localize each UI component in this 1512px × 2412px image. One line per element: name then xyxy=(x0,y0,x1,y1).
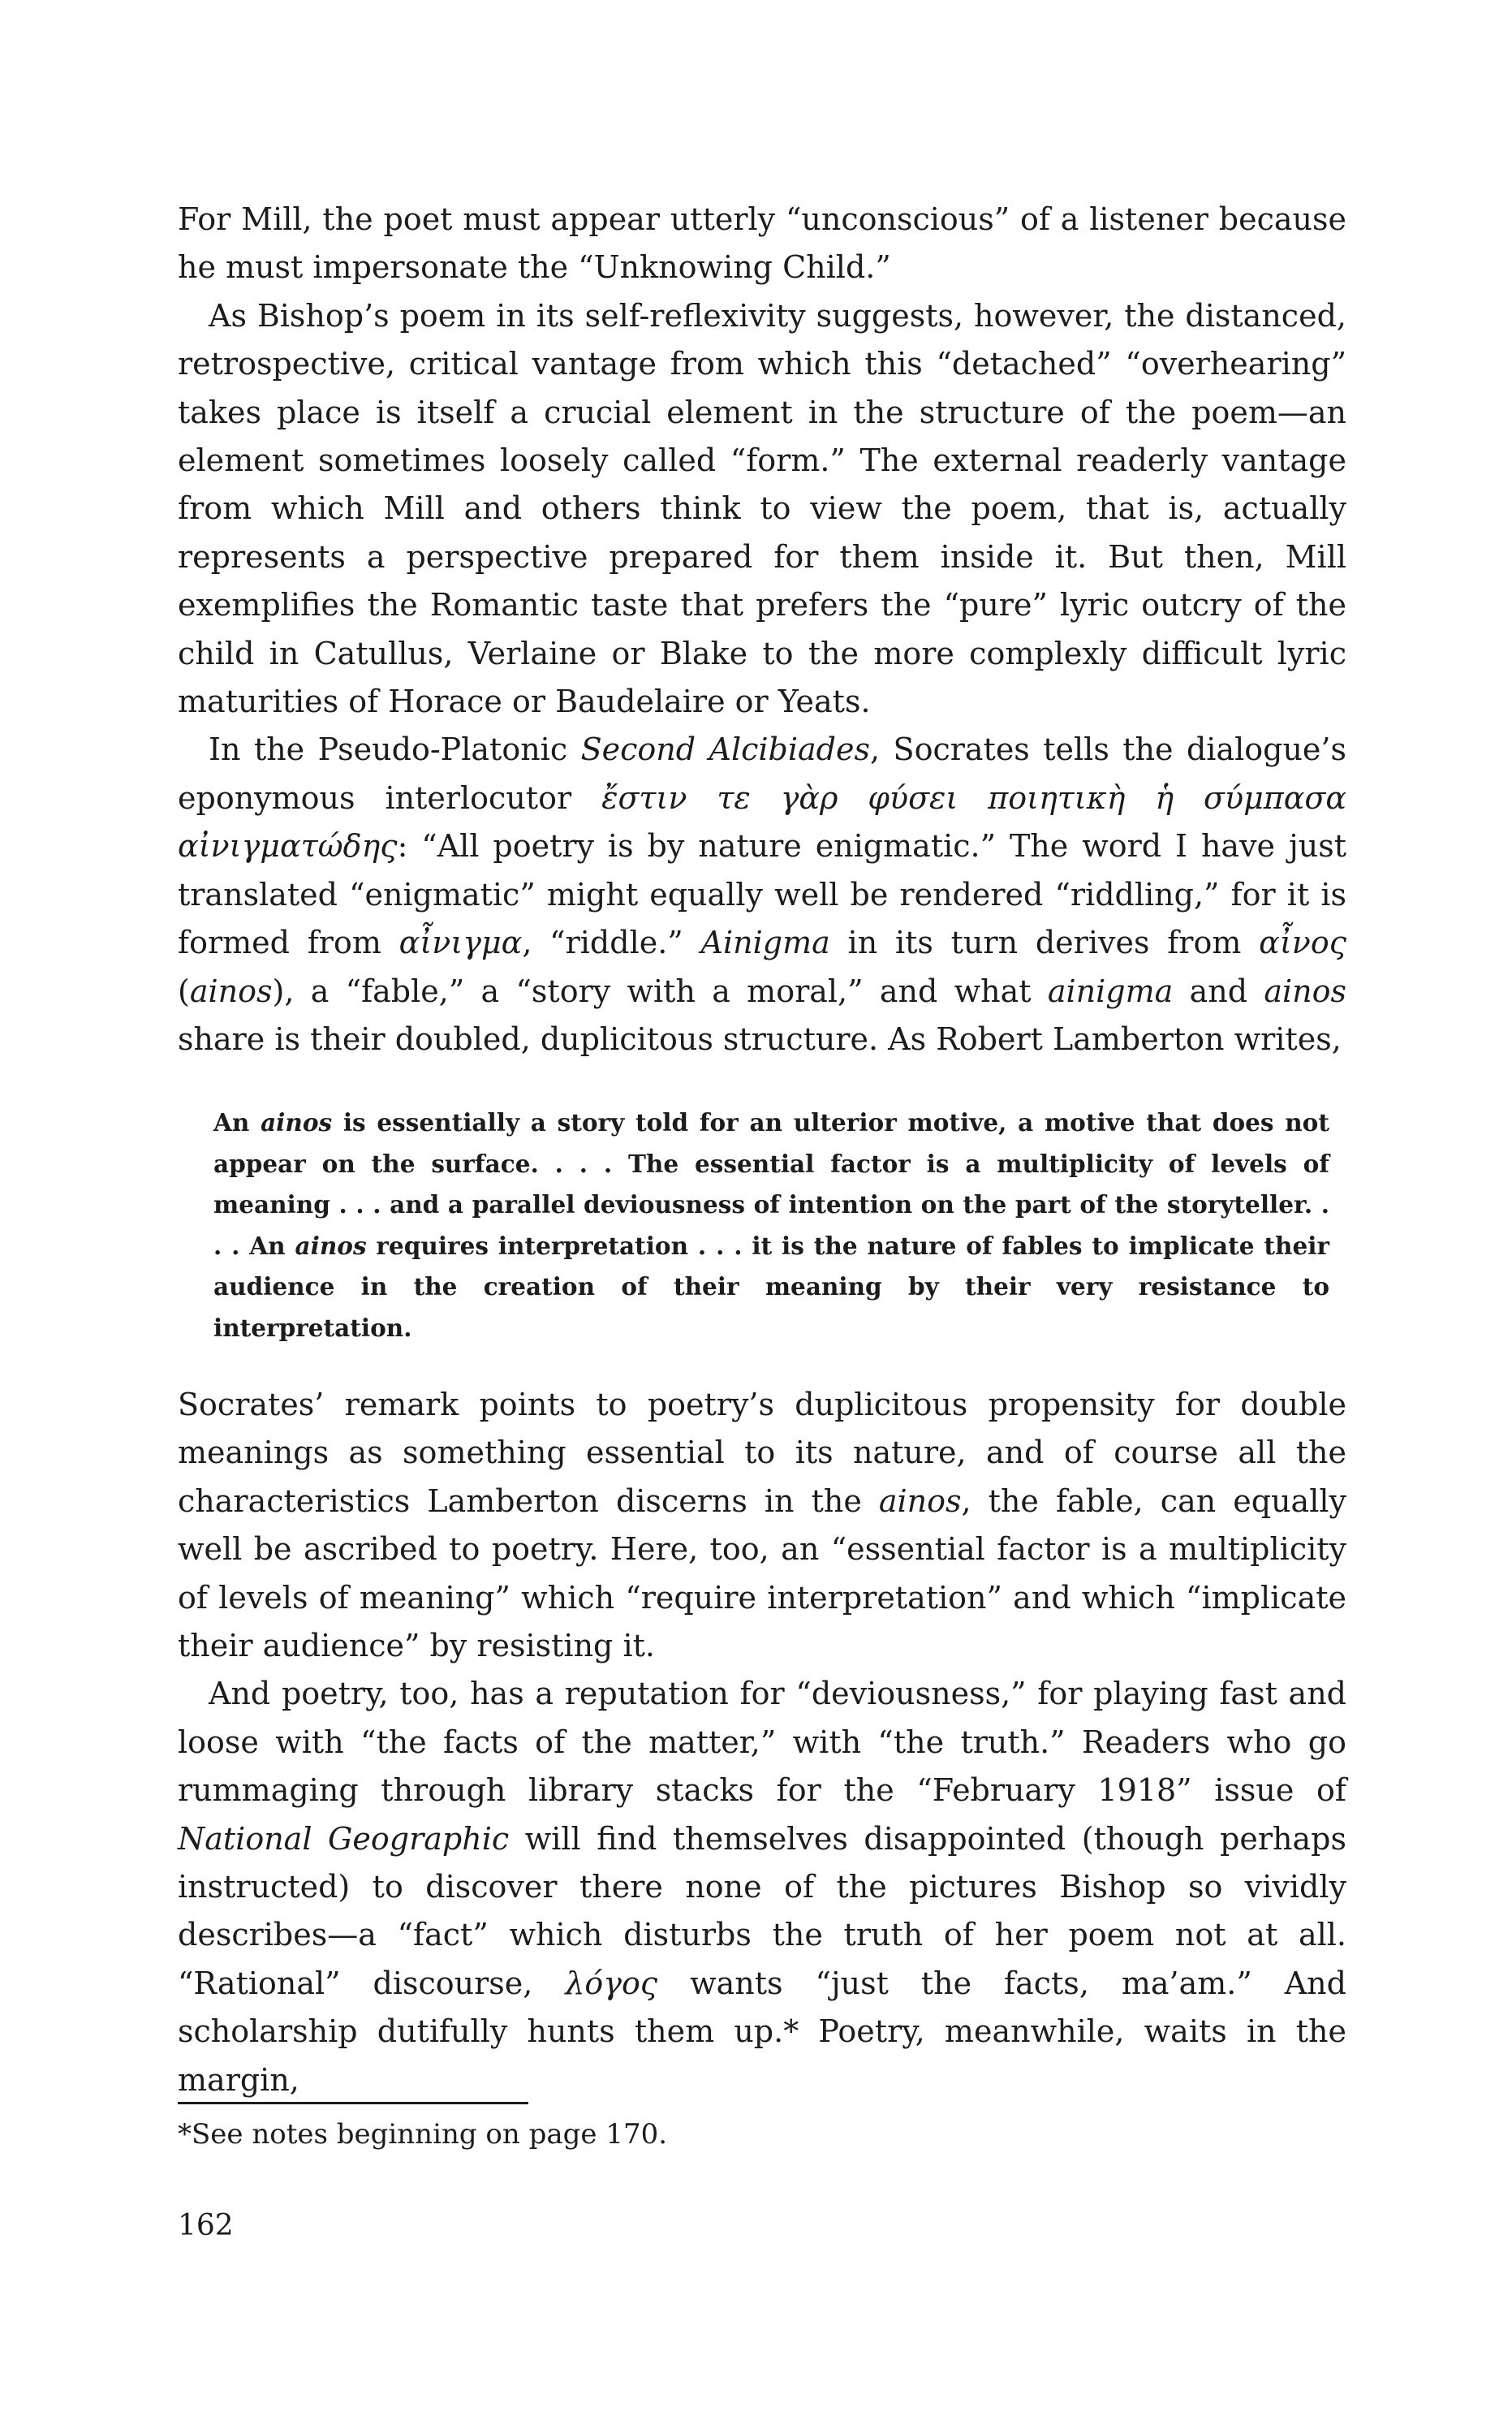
text-run: For Mill, the poet must appear utterly “unconscious” of a listener because he must impersonate the “Unknowing Child.” xyxy=(178,201,1346,286)
body-text-upper xyxy=(178,196,1346,1064)
italic-text: National Geographic xyxy=(178,1820,510,1857)
text-run: In the Pseudo-Platonic xyxy=(209,731,581,768)
text-run: , the fable, can equally well be ascribed to poetry. Here, too, an “essential factor is a multiplicity of levels of meaning” which “require interpretation” and which “implicate their audience” by resisting it. xyxy=(178,1482,1346,1664)
text-run: ), a “fable,” a “story with a moral,” and what xyxy=(272,973,1048,1009)
text-run: , “riddle.” xyxy=(522,925,701,961)
text-run: As Bishop’s poem in its self-reflexivity suggests, however, the distanced, retrospective, critical vantage from which this “detached” “overhearing” takes place is itself a crucial element in the structure of the poem—an element sometimes loosely called “form.” The external readerly vantage from which Mill and others think to view the poem, that is, actually represents a perspective prepared for them inside it. But then, Mill exemplifies the Romantic taste that prefers the “pure” lyric outcry of the child in Catullus, Verlaine or Blake to the more complexly difficult lyric maturities of Horace or Baudelaire or Yeats. xyxy=(178,297,1346,720)
text-run: share is their doubled, duplicitous structure. As Robert Lamberton writes, xyxy=(178,1020,1342,1057)
paragraph xyxy=(178,726,1346,1064)
text-run: : “All poetry is by nature enigmatic.” The word I have just translated “enigmatic” might equally well be rendered “riddling,” for it is formed from xyxy=(178,828,1346,961)
text-run: wants “just the facts, ma’am.” And scholarship dutifully hunts them up.* Poetry, meanwhile, waits in the margin, xyxy=(178,1965,1346,2098)
italic-text: ainos xyxy=(189,973,273,1009)
greek-text: ἔστιν τε γὰρ φύσει ποιητικὴ ἡ σύμπασα αἰνιγματώδης xyxy=(178,779,1346,865)
text-run: An xyxy=(213,1108,261,1137)
text-run: will find themselves disappointed (though perhaps instructed) to discover there none of the pictures Bishop so vividly describes—a “fact” which disturbs the truth of her poem not at all. “Rational” discourse, xyxy=(178,1820,1347,2001)
footnote: *See notes beginning on page 170. xyxy=(178,2118,668,2151)
italic-text: ainigma xyxy=(1047,973,1174,1009)
italic-text: Ainigma xyxy=(700,925,830,961)
text-run: , Socrates tells the dialogue’s eponymous interlocutor xyxy=(178,731,1346,816)
italic-text: ainos xyxy=(261,1108,333,1137)
paragraph xyxy=(178,1670,1346,2104)
paragraph xyxy=(178,1381,1346,1670)
greek-text: αἶνιγμα xyxy=(398,925,523,961)
text-run: Socrates’ remark points to poetry’s duplicitous propensity for double meanings as something essential to its nature, and of course all the characteristics Lamberton discerns in the xyxy=(178,1387,1346,1519)
paragraph xyxy=(178,196,1346,292)
footnote-rule xyxy=(178,2102,528,2104)
text-run: and xyxy=(1173,973,1264,1009)
greek-text: λόγος xyxy=(565,1965,658,2001)
text-run: in its turn derives from xyxy=(829,925,1260,961)
greek-text: αἶνος xyxy=(1259,925,1346,961)
page-number: 162 xyxy=(178,2209,234,2242)
italic-text: ainos xyxy=(1264,973,1346,1009)
text-run: is essentially a story told for an ulterior motive, a motive that does not appear on the surface. . . . The essential factor is a multiplicity of levels of meaning . . . and a parallel deviousness of intention on the part of the storyteller. . . . An xyxy=(213,1108,1329,1260)
paragraph xyxy=(178,292,1346,727)
italic-text: Second Alcibiades xyxy=(580,731,870,768)
text-run: ( xyxy=(178,973,190,1009)
text-run: And poetry, too, has a reputation for “deviousness,” for playing fast and loose with “the facts of the matter,” with “the truth.” Readers who go rummaging through library stacks for the “February 1918” issue of xyxy=(178,1676,1346,1809)
text-run: requires interpretation . . . it is the nature of fables to implicate their audience in the creation of their meaning by their very resistance to interpretation. xyxy=(213,1231,1329,1342)
italic-text: ainos xyxy=(878,1482,962,1519)
block-quote xyxy=(213,1102,1329,1349)
italic-text: ainos xyxy=(295,1231,367,1260)
body-text-lower xyxy=(178,1381,1346,2104)
